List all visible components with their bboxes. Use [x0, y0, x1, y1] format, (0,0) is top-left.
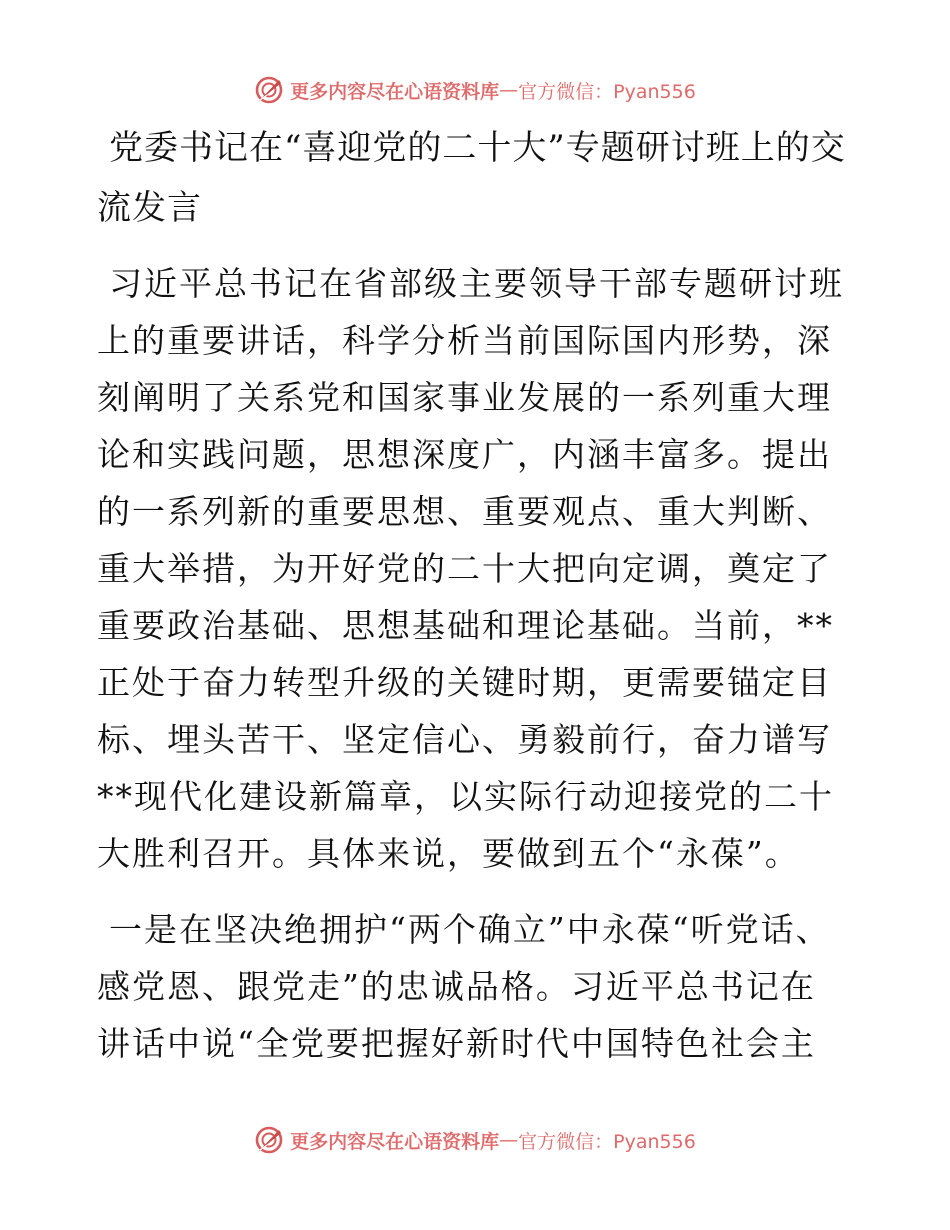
watermark-site-text: 更多内容尽在心语资料库: [290, 80, 500, 103]
document-title: 党委书记在“喜迎党的二十大”专题研讨班上的交流发言: [97, 128, 846, 228]
paragraph-intro: 习近平总书记在省部级主要领导干部专题研讨班上的重要讲话，科学分析当前国际国内形势，深刻阐明了关系党和国家事业发展的一系列重大理论和实践问题，思想深度广，内涵丰富多。提出的一系列新的重要思想、重要观点、重大判断、重大举措，为开好党的二十大把向定调，奠定了重要政治基础、思想基础和理论基础。当前，**正处于奋力转型升级的关键时期，更需要锚定目标、埋头苦干、坚定信心、勇毅前行，奋力谱写**现代化建设新篇章，以实际行动迎接党的二十大胜利召开。具体来说，要做到五个“永葆”。: [97, 264, 844, 873]
quill-seal-icon: [254, 1125, 284, 1155]
watermark-wechat-text: 官方微信：Pyan556: [518, 80, 696, 103]
watermark-separator: —: [499, 79, 519, 101]
watermark-wechat-text: 官方微信：Pyan556: [518, 1130, 696, 1153]
quill-seal-icon: [254, 75, 284, 105]
header-watermark: [0, 70, 950, 110]
watermark-separator: —: [499, 1129, 519, 1151]
document-body: [97, 118, 849, 1072]
footer-watermark: [0, 1120, 950, 1160]
paragraph-point-one: 一是在坚决绝拥护“两个确立”中永葆“听党话、感党恩、跟党走”的忠诚品格。习近平总书记在讲话中说“全党要把握好新时代中国特色社会主: [97, 910, 831, 1063]
watermark-site-text: 更多内容尽在心语资料库: [290, 1130, 500, 1153]
